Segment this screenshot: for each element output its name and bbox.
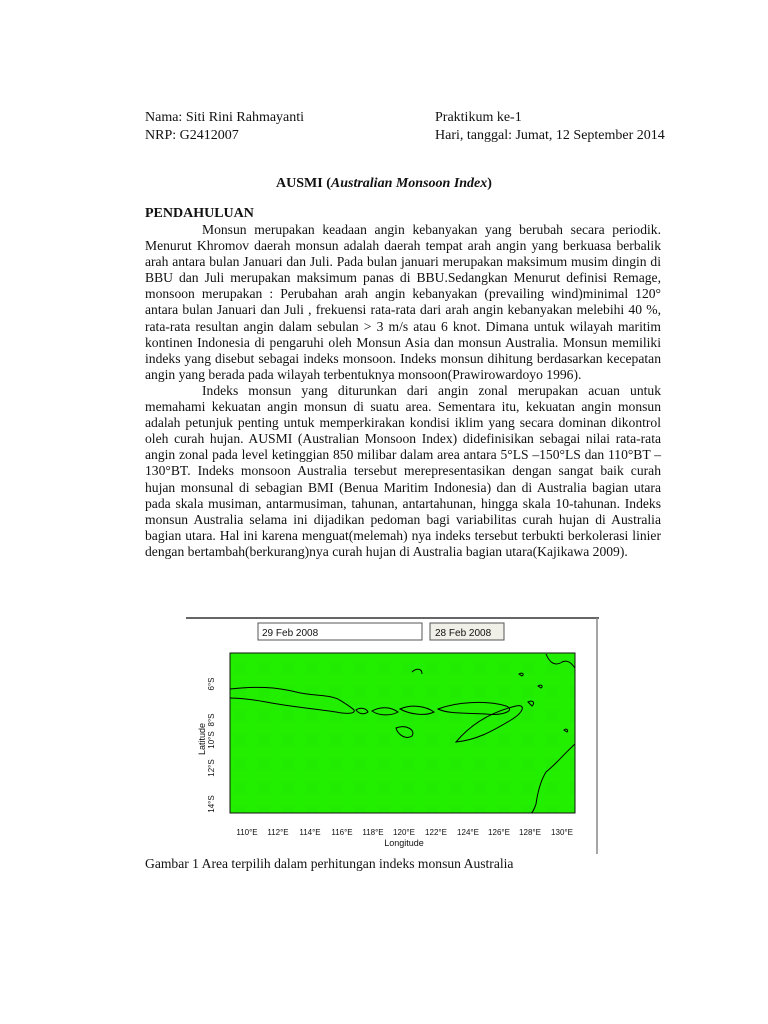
y-axis-label: Latitude (197, 722, 207, 756)
title-italic: Australian Monsoon Index (330, 176, 488, 191)
monsoon-area-map (186, 614, 599, 854)
document-title: AUSMI (Australian Monsoon Index) (276, 176, 492, 191)
y-tick-label: 10°S (207, 731, 216, 749)
x-tick-label: 128°E (519, 828, 541, 837)
practicum-info (435, 109, 665, 145)
paragraph-1: Monsun merupakan keadaan angin kebanyakan yang berubah secara periodik. Menurut Khromov daerah monsun adalah daerah tempat arah angin yang berkuasa berbalik arah antara bulan Januari dan Juli. Pada bulan januari merupakan maksimum musim dingin di BBU dan Juli merupakan maksimum panas di BBU.Sedangkan Menurut definisi Remage, monsoon merupakan : Perubahan arah angin kebanyakan (prevailing wind)minimal 120° antara bulan Januari dan Juli , frekuensi rata-rata dari arah angin kebanyakan melebihi 40 %, rata-rata resultan angin dalam sebulan > 3 m/s atau 6 knot. Dimana untuk wilayah maritim kontinen Indonesia di pengaruhi oleh Monsun Asia dan monsun Australia. Monsun memiliki indeks yang disebut sebagai indeks monsoon. Indeks monsun dihitung berdasarkan kecepatan angin yang berada pada wilayah terbentuknya monsoon(Prawirowardoyo 1996). (145, 222, 661, 382)
student-info (145, 109, 304, 145)
x-tick-label: 130°E (551, 828, 573, 837)
x-tick-label: 126°E (488, 828, 510, 837)
paragraph-2: Indeks monsun yang diturunkan dari angin zonal merupakan acuan untuk memahami kekuatan angin monsun di suatu area. Sementara itu, kekuatan angin monsun adalah petunjuk penting untuk memperkirakan kondisi iklim yang secara dominan dikontrol oleh curah hujan. AUSMI (Australian Monsoon Index) didefinisikan sebagai nilai rata-rata angin zonal pada level ketinggian 850 milibar dalam area antara 5°LS –150°LS dan 110°BT –130°BT. Indeks monsoon Australia tersebut merepresentasikan dengan sangat baik curah hujan monsunal di sebagian BMI (Benua Maritim Indonesia) dan di Australia bagian utara pada skala musiman, antarmusiman, tahunan, antartahunan, hingga skala 10-tahunan. Indeks monsun Australia selama ini dijadikan pedoman bagi variabilitas curah hujan di Australia bagian utara. Hal ini karena menguat(melemah) nya indeks tersebut terbukti berkolerasi linier dengan bertambah(berkurang)nya curah hujan di Australia bagian utara(Kajikawa 2009). (145, 382, 661, 559)
date-right-text: 28 Feb 2008 (435, 628, 492, 639)
x-ticks (236, 828, 573, 837)
x-tick-label: 110°E (236, 828, 258, 837)
x-tick-label: 124°E (457, 828, 479, 837)
practicum-number: Praktikum ke-1 (435, 110, 522, 125)
x-tick-label: 120°E (393, 828, 415, 837)
y-tick-label: 6°S (207, 677, 216, 691)
y-tick-label: 14°S (207, 795, 216, 813)
date-left-text: 29 Feb 2008 (262, 628, 319, 639)
plot-shading (230, 653, 575, 813)
x-tick-label: 118°E (362, 828, 384, 837)
x-tick-label: 122°E (425, 828, 447, 837)
student-name: Nama: Siti Rini Rahmayanti (145, 110, 305, 125)
x-tick-label: 116°E (331, 828, 353, 837)
x-tick-label: 112°E (267, 828, 289, 837)
map-svg (186, 614, 599, 854)
section-heading: PENDAHULUAN (145, 206, 254, 221)
y-tick-label: 8°S (207, 713, 216, 727)
student-nrp: NRP: G2412007 (145, 128, 239, 143)
y-tick-label: 12°S (207, 759, 216, 777)
x-tick-label: 114°E (299, 828, 321, 837)
x-axis-label: Longitude (384, 838, 424, 848)
body-text (145, 222, 661, 560)
practicum-date: Hari, tanggal: Jumat, 12 September 2014 (435, 128, 665, 143)
figure-caption: Gambar 1 Area terpilih dalam perhitungan indeks monsun Australia (145, 856, 514, 871)
